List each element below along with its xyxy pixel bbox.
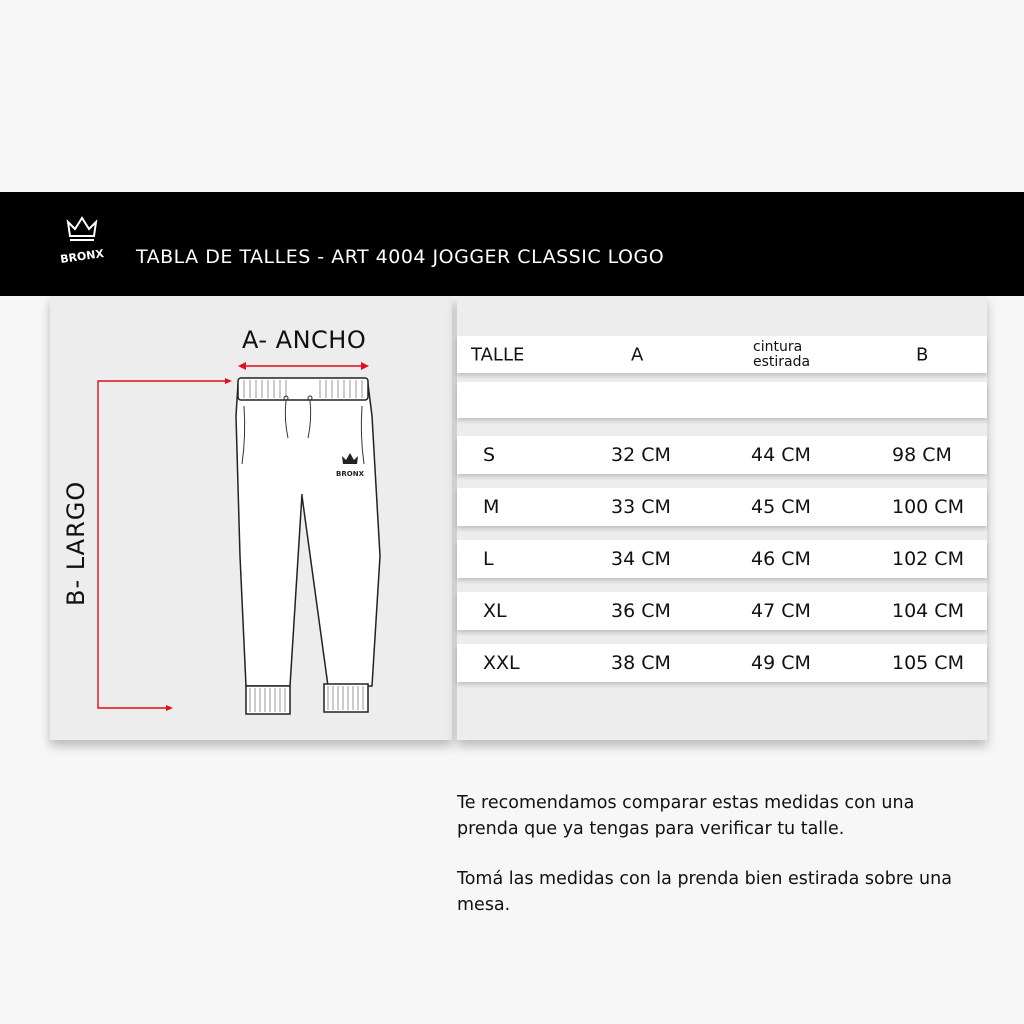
cell-talle: XL bbox=[483, 600, 507, 622]
cell-a: 38 CM bbox=[611, 652, 671, 674]
col-header-b: B bbox=[916, 344, 929, 365]
cell-b: 105 CM bbox=[892, 652, 964, 674]
header-bar bbox=[0, 192, 1024, 296]
cell-b: 104 CM bbox=[892, 600, 964, 622]
table-row bbox=[457, 592, 987, 630]
cell-talle: L bbox=[483, 548, 494, 570]
table-row bbox=[457, 436, 987, 474]
cell-b: 100 CM bbox=[892, 496, 964, 518]
cell-cintura: 44 CM bbox=[751, 444, 811, 466]
col-header-talle: TALLE bbox=[471, 344, 525, 365]
cell-a: 36 CM bbox=[611, 600, 671, 622]
cell-cintura: 46 CM bbox=[751, 548, 811, 570]
brand-logo bbox=[59, 216, 105, 268]
page-title: TABLA DE TALLES - ART 4004 JOGGER CLASSIC LOGO bbox=[136, 246, 665, 268]
size-table bbox=[457, 296, 987, 740]
ancho-arrow bbox=[238, 362, 369, 370]
note-compare-measures: Te recomendamos comparar estas medidas con una prenda que ya tengas para verificar tu talle. bbox=[457, 793, 915, 839]
cell-cintura: 45 CM bbox=[751, 496, 811, 518]
col-header-a: A bbox=[631, 344, 644, 365]
brand-logo-text: BRONX bbox=[59, 247, 105, 266]
largo-arrow bbox=[98, 378, 232, 711]
cell-cintura: 47 CM bbox=[751, 600, 811, 622]
cell-a: 32 CM bbox=[611, 444, 671, 466]
cell-a: 33 CM bbox=[611, 496, 671, 518]
cell-talle: XXL bbox=[483, 652, 520, 674]
largo-label: B- LARGO bbox=[62, 480, 90, 606]
table-spacer-row bbox=[457, 382, 987, 418]
table-row bbox=[457, 488, 987, 526]
table-row bbox=[457, 540, 987, 578]
cell-b: 102 CM bbox=[892, 548, 964, 570]
table-header-row bbox=[457, 336, 987, 373]
cell-a: 34 CM bbox=[611, 548, 671, 570]
jogger-outline bbox=[236, 378, 380, 714]
measurement-diagram bbox=[50, 296, 452, 740]
cell-talle: M bbox=[483, 496, 500, 518]
garment-logo-text: BRONX bbox=[336, 470, 364, 478]
jogger-drawing bbox=[50, 296, 452, 740]
cell-cintura: 49 CM bbox=[751, 652, 811, 674]
note-measure-flat: Tomá las medidas con la prenda bien estirada sobre una mesa. bbox=[457, 869, 952, 915]
cell-talle: S bbox=[483, 444, 496, 466]
ancho-label: A- ANCHO bbox=[242, 326, 367, 354]
table-row bbox=[457, 644, 987, 682]
col-header-cintura: cintura estirada bbox=[753, 338, 811, 370]
cell-b: 98 CM bbox=[892, 444, 952, 466]
